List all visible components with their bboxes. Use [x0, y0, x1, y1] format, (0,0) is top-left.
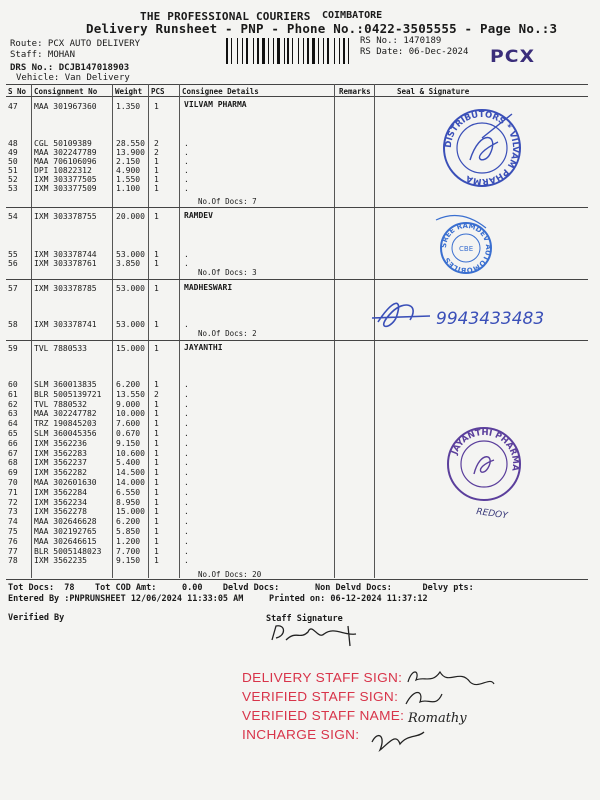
verified-signature [406, 693, 442, 705]
svg-text:DISTRIBUTORS * VILVAM PHARMA: DISTRIBUTORS * VILVAM PHARMA [443, 109, 521, 187]
staff-label: Staff: MOHAN [10, 50, 76, 60]
verified-staff-name-label: VERIFIED STAFF NAME: [242, 708, 405, 723]
col-header-seal: Seal & Signature [397, 87, 470, 96]
svg-text:SREE RAMDEV AUTOMOBILES: SREE RAMDEV AUTOMOBILES [439, 221, 493, 275]
route-label: Route: PCX AUTO DELIVERY [10, 39, 141, 49]
drs-number: DRS No.: DCJB147018903 [10, 63, 130, 73]
ramdev-stamp [436, 216, 492, 275]
staff-signature-label: Staff Signature [266, 614, 343, 624]
delivery-staff-sign-label: DELIVERY STAFF SIGN: [242, 670, 403, 685]
delivery-signature [408, 672, 494, 685]
consignee-name: RAMDEV [184, 211, 213, 220]
docs-count: No.Of Docs: 20 [198, 570, 262, 579]
staff-signature [272, 626, 356, 646]
company-name: THE PROFESSIONAL COURIERS [140, 10, 311, 23]
incharge-signature [372, 732, 424, 750]
vilvam-pharma-stamp [444, 110, 520, 186]
col-header-weight: Weight [115, 87, 143, 96]
col-header-consignment: Consignment No [34, 87, 98, 96]
entered-by-line: Entered By :PNPRUNSHEET 12/06/2024 11:33:05 AM Printed on: 06-12-2024 11:37:12 [8, 594, 428, 604]
svg-text:CBE: CBE [459, 245, 474, 253]
verified-staff-name-handwritten: Romathy [408, 711, 467, 726]
vehicle-label: Vehicle: Van Delivery [16, 73, 130, 83]
docs-count: No.Of Docs: 3 [198, 268, 257, 277]
col-header-consignee: Consignee Details [182, 87, 259, 96]
rs-number: RS No.: 1470189 [360, 36, 442, 46]
col-header-sno: S No [8, 87, 27, 96]
city-name: COIMBATORE [322, 10, 383, 21]
col-header-pcs: PCS [151, 87, 165, 96]
consignee-name: MADHESWARI [184, 283, 233, 292]
col-header-remarks: Remarks [339, 87, 371, 96]
consignee-name: VILVAM PHARMA [184, 100, 247, 109]
totals-line: Tot Docs: 78 Tot COD Amt: 0.00 Delvd Docs: Non Delvd Docs: Delvy pts: [8, 583, 474, 593]
jayanthi-pharma-stamp [448, 428, 520, 500]
docs-count: No.Of Docs: 2 [198, 329, 257, 338]
runsheet-title: Delivery Runsheet - PNP - Phone No.:0422-3505555 - Page No.:3 [86, 21, 558, 36]
docs-count: No.Of Docs: 7 [198, 197, 257, 206]
svg-text:REDOY: REDOY [475, 507, 509, 522]
svg-text:9943433483: 9943433483 [436, 309, 545, 329]
rs-date: RS Date: 06-Dec-2024 [360, 47, 469, 57]
pcx-logo: PCX [489, 47, 536, 67]
consignee-name: JAYANTHI [184, 343, 223, 352]
incharge-sign-label: INCHARGE SIGN: [242, 727, 360, 742]
verified-staff-sign-label: VERIFIED STAFF SIGN: [242, 689, 399, 704]
handwritten-phone [372, 303, 544, 329]
svg-text:JAYANTHI PHARMA: JAYANTHI PHARMA [449, 427, 521, 472]
verified-by-label: Verified By [8, 613, 65, 623]
